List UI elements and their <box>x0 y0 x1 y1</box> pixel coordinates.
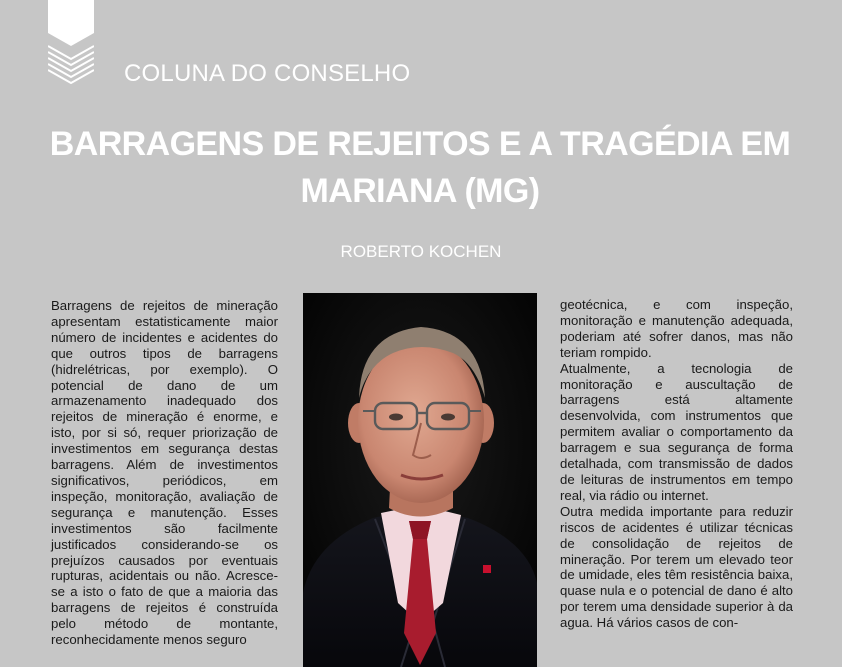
article-column-right <box>560 297 793 631</box>
section-label: COLUNA DO CONSELHO <box>124 60 411 87</box>
right-column-paragraph-2: Atualmente, a tecnologia de monitoração e auscultação de barragens está altamente desenvolvida, com instrumentos que permitem avaliar o comportamento da barragem e sua segurança de forma detalhada, com transmissão de dados de leituras de instrumentos em tempo real, via rádio ou internet. <box>560 360 793 503</box>
article-title: BARRAGENS DE REJEITOS E A TRAGÉDIA EM MARIANA (MG) <box>49 125 791 210</box>
right-column-paragraph-1: geotécnica, e com inspeção, monitoração e manutenção adequada, poderiam até sofrer danos, mas não teriam rompido. <box>560 297 793 360</box>
portrait-illustration <box>303 293 537 667</box>
article-column-left <box>51 298 278 648</box>
left-column-text: Barragens de rejeitos de mineração apresentam estatisticamente maior número de incidentes e acidentes do que outros tipos de barragens (hidrelétricas, por exemplo). O potencial de dano de um armazenamento inadequado dos rejeitos de mineração é enorme, e isto, por si só, requer priorização de investimentos em segurança destas barragens. Além de investimentos significativos, periódicos, em inspeção, monitoração, avaliação de segurança e manutenção. Esses investimentos são facilmente justificados considerando-se os prejuízos causados por eventuais rupturas, acidentais ou não. Acresce-se a isto o fato de que a maioria das barragens de rejeitos é construída pelo método de montante, reconhecidamente menos seguro <box>51 298 278 648</box>
author-photo <box>303 293 537 667</box>
right-column-paragraph-3: Outra medida importante para reduzir riscos de acidentes é utilizar técnicas de consolidação de rejeitos de mineração. Por terem um elevado teor de umidade, eles têm resistência baixa, quase nula e o potencial de dano é alto por terem uma densidade superior à da agua. Há vários casos de con- <box>560 503 793 631</box>
author-name: ROBERTO KOCHEN <box>340 242 502 261</box>
bookmark-ribbon-icon <box>48 0 94 84</box>
